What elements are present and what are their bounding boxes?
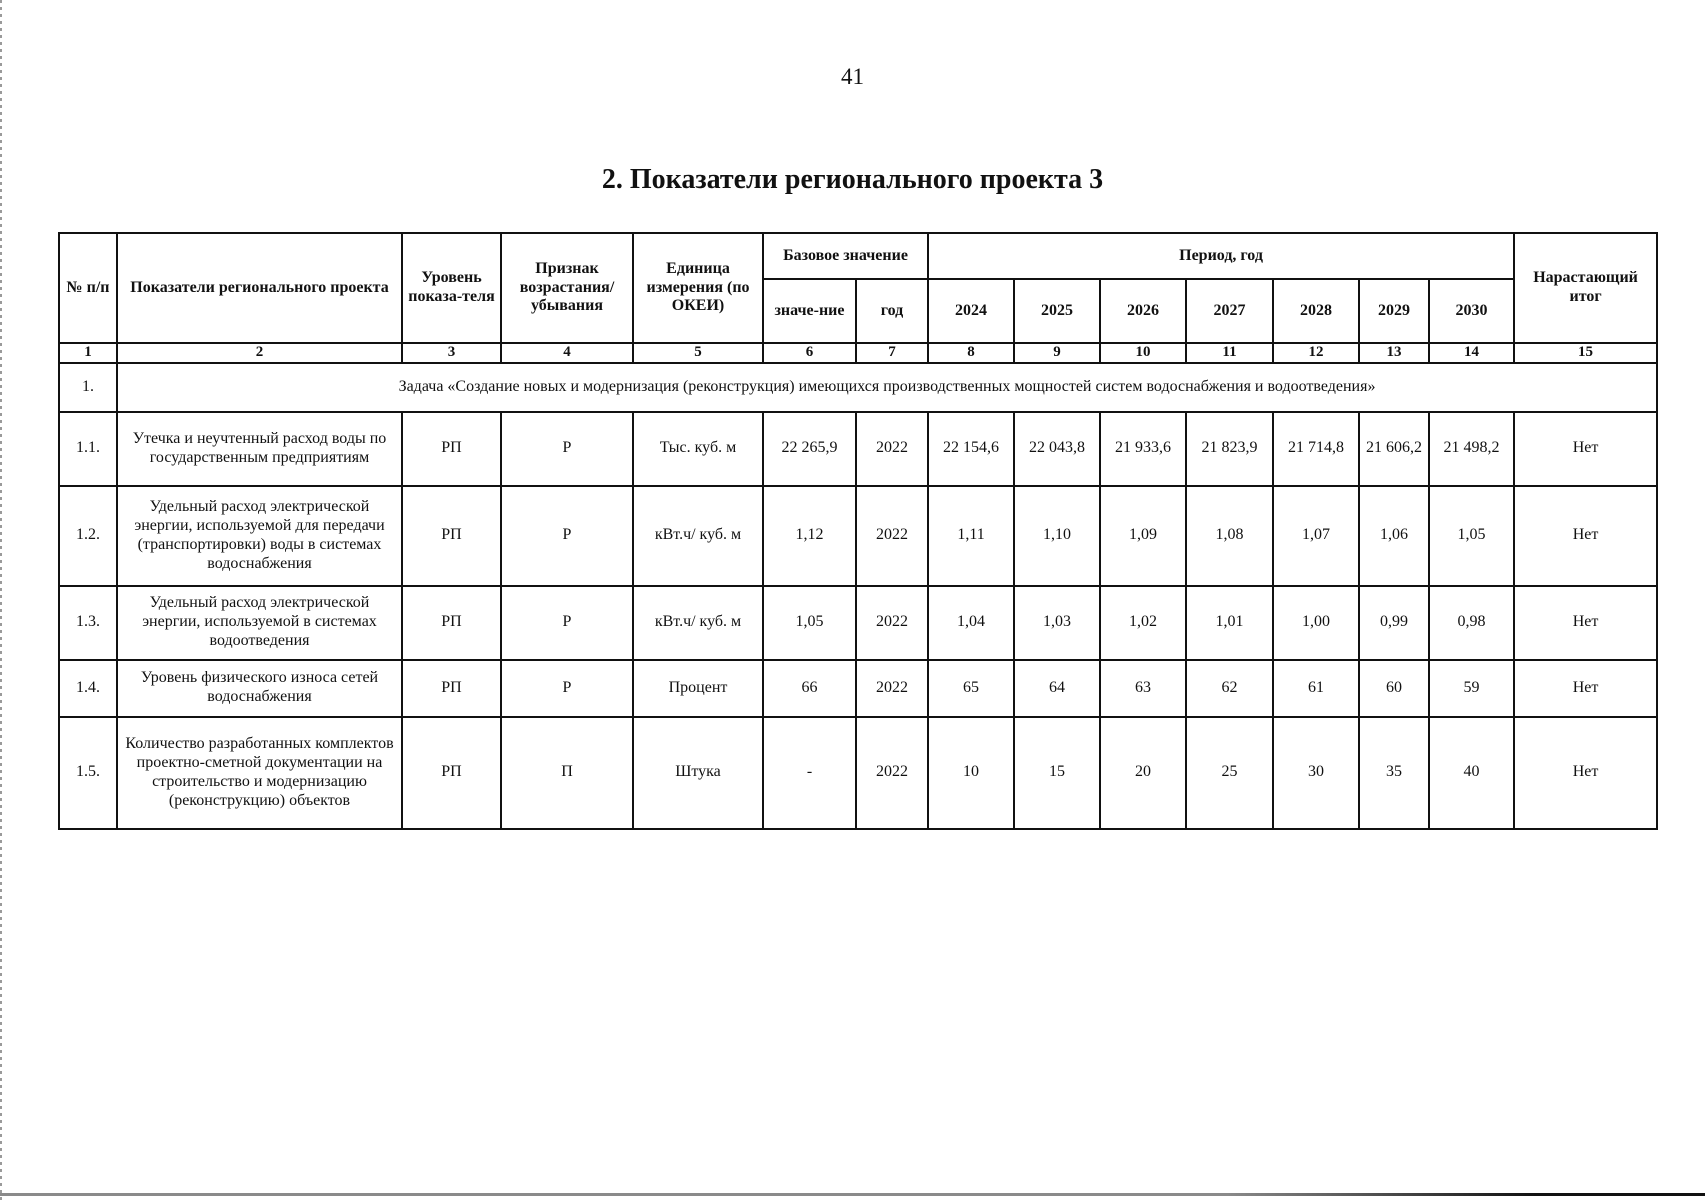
header-row-top <box>59 233 1657 279</box>
year-value: 1,06 <box>1359 486 1429 586</box>
column-number: 15 <box>1514 343 1657 363</box>
column-number: 14 <box>1429 343 1514 363</box>
year-value: 1,08 <box>1186 486 1273 586</box>
row-num: 1.3. <box>59 586 117 660</box>
indicator-unit: Тыс. куб. м <box>633 412 763 486</box>
indicator-trend: Р <box>501 412 633 486</box>
year-value: 21 498,2 <box>1429 412 1514 486</box>
year-value: 0,99 <box>1359 586 1429 660</box>
column-number: 6 <box>763 343 856 363</box>
column-number: 10 <box>1100 343 1186 363</box>
year-value: 1,03 <box>1014 586 1100 660</box>
indicator-level: РП <box>402 486 501 586</box>
year-value: 21 606,2 <box>1359 412 1429 486</box>
column-number: 11 <box>1186 343 1273 363</box>
year-value: 1,05 <box>1429 486 1514 586</box>
header-level: Уровень показа-теля <box>402 233 501 343</box>
indicator-unit: Процент <box>633 660 763 717</box>
header-year: 2025 <box>1014 279 1100 343</box>
indicator-level: РП <box>402 717 501 829</box>
header-year: 2030 <box>1429 279 1514 343</box>
header-year: 2028 <box>1273 279 1359 343</box>
year-value: 1,10 <box>1014 486 1100 586</box>
table-row <box>59 486 1657 586</box>
column-number: 8 <box>928 343 1014 363</box>
base-year: 2022 <box>856 486 928 586</box>
cumulative-value: Нет <box>1514 660 1657 717</box>
page-number: 41 <box>841 64 864 89</box>
column-number: 13 <box>1359 343 1429 363</box>
header-year: 2024 <box>928 279 1014 343</box>
year-value: 35 <box>1359 717 1429 829</box>
table-row <box>59 412 1657 486</box>
year-value: 0,98 <box>1429 586 1514 660</box>
cumulative-value: Нет <box>1514 586 1657 660</box>
header-period: Период, год <box>928 233 1514 279</box>
column-number: 4 <box>501 343 633 363</box>
year-value: 1,00 <box>1273 586 1359 660</box>
indicator-unit: кВт.ч/ куб. м <box>633 586 763 660</box>
bottom-scan-edge <box>0 1193 1705 1196</box>
base-year: 2022 <box>856 660 928 717</box>
indicator-name: Удельный расход электрической энергии, используемой для передачи (транспортировки) воды в системах водоснабжения <box>117 486 402 586</box>
document-title: 2. Показатели регионального проекта 3 <box>601 164 1104 195</box>
indicator-name: Удельный расход электрической энергии, используемой в системах водоотведения <box>117 586 402 660</box>
year-value: 61 <box>1273 660 1359 717</box>
cumulative-value: Нет <box>1514 717 1657 829</box>
row-num: 1.1. <box>59 412 117 486</box>
row-num: 1.4. <box>59 660 117 717</box>
table-row <box>59 660 1657 717</box>
year-value: 22 154,6 <box>928 412 1014 486</box>
header-cumulative: Нарастающий итог <box>1514 233 1657 343</box>
year-value: 1,09 <box>1100 486 1186 586</box>
year-value: 15 <box>1014 717 1100 829</box>
indicator-trend: Р <box>501 586 633 660</box>
column-numbers-row <box>59 343 1657 363</box>
indicator-name: Утечка и неучтенный расход воды по государственным предприятиям <box>117 412 402 486</box>
indicators-table <box>58 232 1658 830</box>
base-year: 2022 <box>856 586 928 660</box>
column-number: 5 <box>633 343 763 363</box>
year-value: 64 <box>1014 660 1100 717</box>
base-year: 2022 <box>856 717 928 829</box>
base-year: 2022 <box>856 412 928 486</box>
indicator-unit: кВт.ч/ куб. м <box>633 486 763 586</box>
base-value: 1,12 <box>763 486 856 586</box>
year-value: 63 <box>1100 660 1186 717</box>
header-year: 2026 <box>1100 279 1186 343</box>
indicator-level: РП <box>402 412 501 486</box>
cumulative-value: Нет <box>1514 486 1657 586</box>
year-value: 1,07 <box>1273 486 1359 586</box>
indicator-level: РП <box>402 586 501 660</box>
indicator-trend: П <box>501 717 633 829</box>
indicator-name: Количество разработанных комплектов проектно-сметной документации на строительство и модернизацию (реконструкцию) объектов <box>117 717 402 829</box>
year-value: 59 <box>1429 660 1514 717</box>
base-value: 22 265,9 <box>763 412 856 486</box>
year-value: 20 <box>1100 717 1186 829</box>
header-num: № п/п <box>59 233 117 343</box>
indicator-unit: Штука <box>633 717 763 829</box>
cumulative-value: Нет <box>1514 412 1657 486</box>
column-number: 12 <box>1273 343 1359 363</box>
row-num: 1.2. <box>59 486 117 586</box>
table-row <box>59 586 1657 660</box>
year-value: 40 <box>1429 717 1514 829</box>
year-value: 62 <box>1186 660 1273 717</box>
header-base-value: значе-ние <box>763 279 856 343</box>
indicator-trend: Р <box>501 486 633 586</box>
base-value: 1,05 <box>763 586 856 660</box>
header-year: 2027 <box>1186 279 1273 343</box>
task-text: Задача «Создание новых и модернизация (реконструкция) имеющихся производственных мощностей систем водоснабжения и водоотведения» <box>117 363 1657 412</box>
header-unit: Единица измерения (по ОКЕИ) <box>633 233 763 343</box>
indicator-name: Уровень физического износа сетей водоснабжения <box>117 660 402 717</box>
header-indicator: Показатели регионального проекта <box>117 233 402 343</box>
year-value: 10 <box>928 717 1014 829</box>
year-value: 21 933,6 <box>1100 412 1186 486</box>
column-number: 7 <box>856 343 928 363</box>
task-row <box>59 363 1657 412</box>
column-number: 9 <box>1014 343 1100 363</box>
year-value: 1,01 <box>1186 586 1273 660</box>
year-value: 1,11 <box>928 486 1014 586</box>
year-value: 1,04 <box>928 586 1014 660</box>
year-value: 60 <box>1359 660 1429 717</box>
year-value: 25 <box>1186 717 1273 829</box>
year-value: 30 <box>1273 717 1359 829</box>
base-value: 66 <box>763 660 856 717</box>
row-num: 1.5. <box>59 717 117 829</box>
column-number: 2 <box>117 343 402 363</box>
column-number: 3 <box>402 343 501 363</box>
year-value: 21 714,8 <box>1273 412 1359 486</box>
indicator-level: РП <box>402 660 501 717</box>
base-value: - <box>763 717 856 829</box>
indicator-trend: Р <box>501 660 633 717</box>
header-year: 2029 <box>1359 279 1429 343</box>
table-header <box>59 233 1657 343</box>
header-base-year: год <box>856 279 928 343</box>
year-value: 1,02 <box>1100 586 1186 660</box>
year-value: 21 823,9 <box>1186 412 1273 486</box>
year-value: 22 043,8 <box>1014 412 1100 486</box>
header-base: Базовое значение <box>763 233 928 279</box>
column-number: 1 <box>59 343 117 363</box>
year-value: 65 <box>928 660 1014 717</box>
header-trend: Признак возрастания/ убывания <box>501 233 633 343</box>
task-num: 1. <box>59 363 117 412</box>
table-row <box>59 717 1657 829</box>
